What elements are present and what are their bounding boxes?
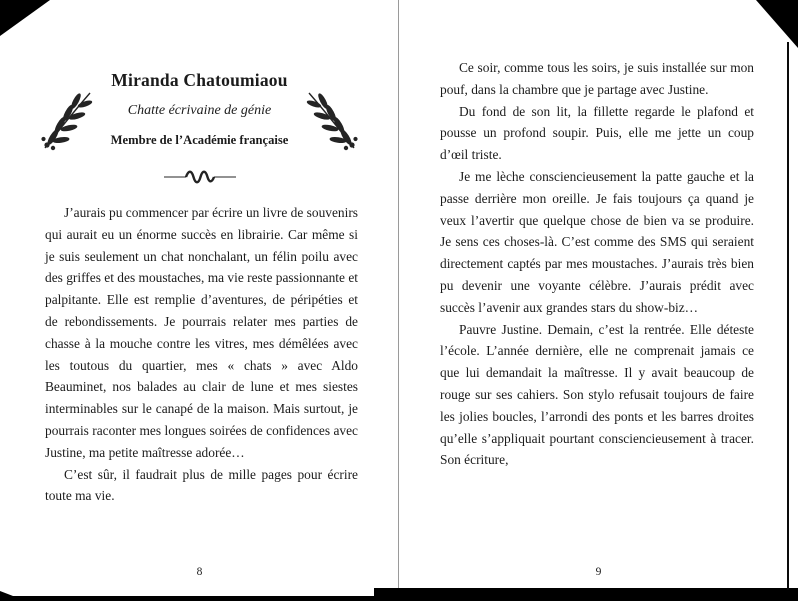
- laurel-branch-icon: [40, 88, 94, 152]
- membership-line: Membre de l’Académie française: [110, 133, 289, 147]
- paragraph: Du fond de son lit, la fillette regarde le plafond et pousse un profond soupir. Puis, elle me jette un coup d’œil triste.: [440, 103, 754, 163]
- right-page: [399, 0, 798, 601]
- scan-corner-top-right: [756, 0, 798, 48]
- page-number-right: 9: [595, 566, 602, 578]
- paragraph: Pauvre Justine. Demain, c’est la rentrée. Elle déteste l’école. L’année dernière, elle ne comprenait jamais ce que lui demandait la maîtresse. Il y avait beaucoup de rouge sur ses cahiers. Son stylo refusait toujours de faire les jolies boucles, l’arrondi des ponts et les barres droites qu’elle s’appliquait pourtant consciencieusement à tracer. Son écriture,: [440, 321, 754, 468]
- page-subtitle: Chatte écrivaine de génie: [127, 103, 272, 118]
- left-page-body: [45, 202, 358, 507]
- paragraph: J’aurais pu commencer par écrire un livre de souvenirs qui aurait eu un énorme succès en librairie. Car même si je suis seulement un chat nonchalant, un félin poilu avec des griffes et des moustaches, ma vie reste passionnante et palpitante. Elle est remplie d’aventures, de péripéties et de rebondissements. Je pourrais relater mes parties de chasse à la mouche contre les vitres, mes démêlées avec les toutous du quartier, mes « chats » avec Aldo Beauminet, nos balades au clair de lune et mes siestes interminables sur le canapé de la maison. Mais surtout, je pourrais raconter mes longues soirées de confidences avec Justine, ma petite maîtresse adorée…: [45, 205, 358, 460]
- scan-edge-bottom-right: [374, 588, 798, 601]
- laurel-branch-icon: [305, 88, 359, 152]
- page-title: Miranda Chatoumiaou: [111, 70, 288, 90]
- page-number-left: 8: [196, 566, 203, 578]
- right-page-body: [440, 57, 754, 471]
- page-gutter-line: [398, 0, 399, 601]
- paragraph: Ce soir, comme tous les soirs, je suis installée sur mon pouf, dans la chambre que je partage avec Justine.: [440, 60, 754, 97]
- scan-edge-right: [787, 42, 789, 590]
- paragraph: Je me lèche consciencieusement la patte gauche et la passe derrière mon oreille. Je fais toujours ça quand je veux l’avertir que quelque chose de bien va se produire. Je sens ces choses-là. C’est comme des SMS qui seraient directement captés par mes moustaches. J’aurais très bien pu devenir une voyante célèbre. J’aurais prédit avec succès l’avenir aux grandes stars du show-biz…: [440, 168, 754, 315]
- squiggle-flourish-icon: [0, 167, 399, 190]
- scan-edge-bottom-left: [0, 596, 380, 601]
- scan-corner-top-left: [0, 0, 50, 36]
- paragraph: C’est sûr, il faudrait plus de mille pages pour écrire toute ma vie.: [45, 466, 358, 504]
